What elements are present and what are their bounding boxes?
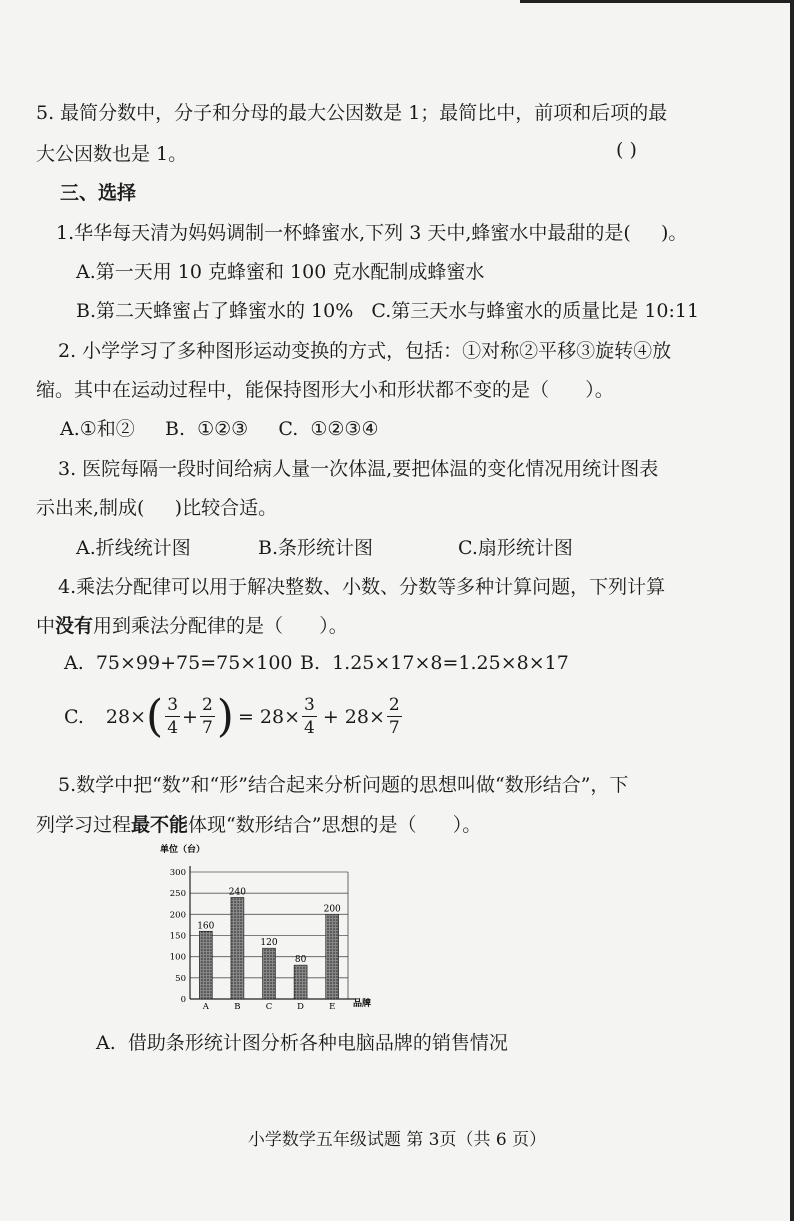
y-tick-label: 150 bbox=[169, 931, 186, 942]
x-axis-label: 品牌 bbox=[353, 999, 372, 1009]
bar-value-label: 80 bbox=[294, 955, 307, 966]
choice-q3-option-a: A.折线统计图 bbox=[76, 537, 191, 559]
page-footer: 小学数学五年级试题 第 3页（共 6 页） bbox=[247, 1130, 547, 1150]
fraction-2-7-b: $\frac{2}{7}$ bbox=[388, 695, 400, 738]
choice-q4-option-b: B. 1.25×17×8=1.25×8×17 bbox=[300, 652, 569, 674]
bar-value-label: 200 bbox=[323, 904, 341, 915]
formula-eq-part1: = 28× bbox=[237, 705, 300, 728]
section-title: 三、选择 bbox=[60, 182, 137, 204]
fraction-3-4-b: $\frac{3}{4}$ bbox=[304, 695, 315, 738]
fraction-3-4: $\frac{3}{4}$ bbox=[167, 695, 179, 738]
x-tick-label: C bbox=[265, 1002, 273, 1012]
choice-q4-stem-pre: 中 bbox=[36, 615, 56, 637]
choice-q4-option-c bbox=[64, 690, 404, 742]
fraction-2-7: $\frac{2}{7}$ bbox=[201, 695, 213, 738]
choice-q4-stem-line2 bbox=[36, 611, 348, 638]
choice-q5-option-a: A. 借助条形统计图分析各种电脑品牌的销售情况 bbox=[96, 1032, 508, 1054]
choice-q3-option-c: C.扇形统计图 bbox=[458, 537, 573, 559]
choice-q3-option-b: B.条形统计图 bbox=[258, 537, 374, 559]
scan-edge-top bbox=[520, 0, 794, 3]
option-c-label: C. bbox=[64, 705, 84, 728]
y-tick-label: 250 bbox=[169, 889, 186, 900]
left-paren-glyph: ( bbox=[146, 690, 164, 742]
choice-q2-options: A.①和② B. ①②③ C. ①②③④ bbox=[60, 418, 379, 440]
x-tick-label: D bbox=[297, 1002, 305, 1012]
choice-q2-stem-line1: 2. 小学学习了多种图形运动变换的方式，包括：①对称②平移③旋转④放 bbox=[58, 340, 672, 362]
y-tick-label: 100 bbox=[169, 952, 186, 963]
scan-edge-right bbox=[790, 0, 794, 1221]
bar bbox=[294, 965, 307, 999]
bar-chart bbox=[150, 838, 390, 1016]
x-tick-label: E bbox=[329, 1002, 336, 1012]
y-tick-label: 300 bbox=[169, 868, 186, 878]
bar-value-label: 240 bbox=[228, 887, 246, 898]
choice-q2-stem-line2: 缩。其中在运动过程中，能保持图形大小和形状都不变的是（ ）。 bbox=[36, 379, 614, 401]
choice-q5-stem-line2 bbox=[36, 810, 481, 837]
x-tick-label: A bbox=[202, 1002, 209, 1012]
bar bbox=[263, 948, 276, 999]
bar bbox=[199, 931, 212, 999]
choice-q5-stem-line1: 5.数学中把“数”和“形”结合起来分析问题的思想叫做“数形结合”，下 bbox=[58, 774, 629, 796]
bar-value-label: 160 bbox=[197, 921, 215, 932]
plus-sign: + bbox=[182, 705, 198, 728]
y-tick-label: 0 bbox=[180, 995, 186, 1005]
choice-q4-stem-post: 用到乘法分配律的是（ ）。 bbox=[93, 615, 348, 637]
bar bbox=[326, 914, 339, 999]
x-tick-label: B bbox=[234, 1002, 241, 1012]
y-tick-label: 200 bbox=[169, 910, 186, 921]
choice-q4-stem-emphasis: 没有 bbox=[55, 615, 94, 637]
right-paren-glyph: ) bbox=[216, 690, 234, 742]
judge-q5-line1: 5. 最简分数中，分子和分母的最大公因数是 1；最简比中，前项和后项的最 bbox=[36, 102, 668, 124]
choice-q4-option-a: A. 75×99+75=75×100 bbox=[64, 652, 293, 674]
formula-eq-part2: + 28× bbox=[322, 705, 385, 728]
choice-q3-stem-line1: 3. 医院每隔一段时间给病人量一次体温,要把体温的变化情况用统计图表 bbox=[58, 458, 659, 480]
choice-q5-stem-pre: 列学习过程 bbox=[36, 814, 132, 836]
bar-value-label: 120 bbox=[260, 938, 278, 949]
choice-q4-stem-line1: 4.乘法分配律可以用于解决整数、小数、分数等多种计算问题，下列计算 bbox=[58, 576, 666, 598]
choice-q1-stem: 1.华华每天清为妈妈调制一杯蜂蜜水,下列 3 天中,蜂蜜水中最甜的是( )。 bbox=[56, 222, 688, 244]
y-tick-label: 50 bbox=[175, 973, 186, 984]
choice-q1-options-bc: B.第二天蜂蜜占了蜂蜜水的 10% C.第三天水与蜂蜜水的质量比是 10:11 bbox=[76, 300, 700, 322]
choice-q1-option-a: A.第一天用 10 克蜂蜜和 100 克水配制成蜂蜜水 bbox=[76, 261, 485, 283]
formula-lead: 28× bbox=[105, 705, 147, 728]
judge-q5-answer-paren[interactable]: ( ) bbox=[616, 139, 637, 161]
judge-q5-line2: 大公因数也是 1。 bbox=[36, 143, 188, 165]
choice-q5-stem-emphasis: 最不能 bbox=[131, 814, 189, 836]
choice-q3-stem-line2: 示出来,制成( )比较合适。 bbox=[36, 497, 278, 519]
y-axis-label: 单位（台） bbox=[160, 845, 206, 855]
bar bbox=[231, 897, 244, 999]
choice-q5-stem-post: 体现“数形结合”思想的是（ ）。 bbox=[188, 814, 482, 836]
